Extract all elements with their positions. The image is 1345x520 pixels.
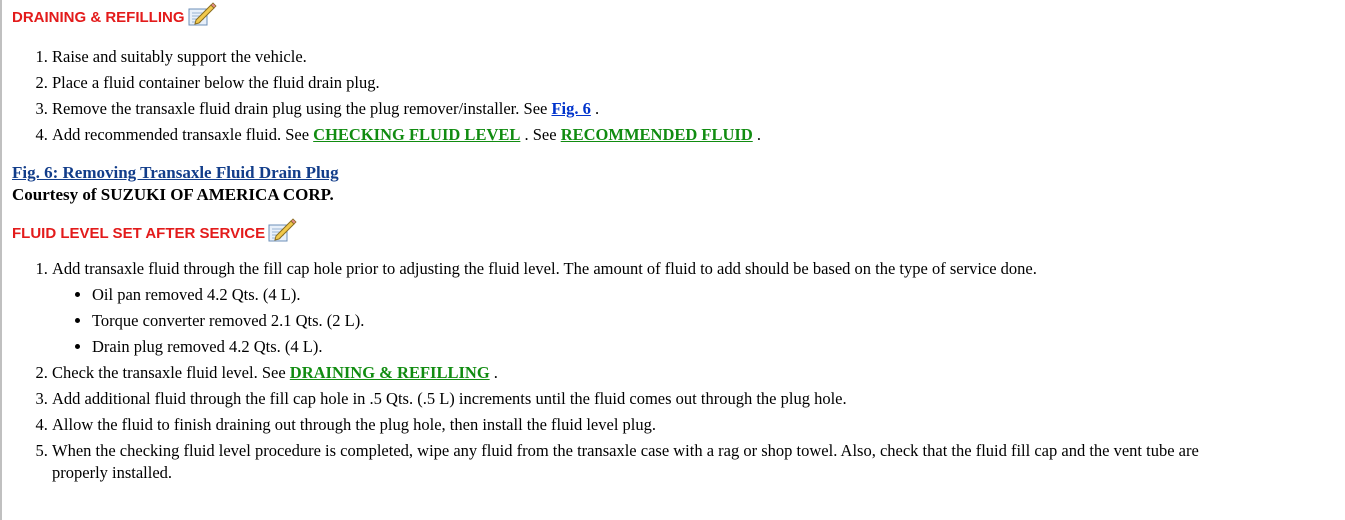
draining-refilling-link[interactable]: DRAINING & REFILLING [289,363,490,382]
bullet-item: • Drain plug removed 4.2 Qts. (4 L). [92,334,1337,360]
step-text: 5. When the checking fluid level procedure is completed, wipe any fluid from the transaxle case with a rag or shop towel. Also, check that the fluid fill cap and the vent tube are [52,441,1199,460]
list-item [52,360,1337,386]
step-text: Allow the fluid to finish draining out through the plug hole, then install the fluid level plug. [52,415,656,434]
document-body [12,0,1337,484]
step-text: Raise and suitably support the vehicle. [52,47,307,66]
list-item [52,256,1337,360]
step-text: Remove the transaxle fluid drain plug using the plug remover/installer. See [52,99,552,118]
step-text-continued: properly installed. [52,463,173,482]
list-item [52,122,1337,148]
section-heading-draining-refilling [12,2,1337,28]
figure-courtesy: Courtesy of SUZUKI OF AMERICA CORP. [12,185,334,204]
fig-6-link[interactable]: Fig. 6 [551,99,591,118]
step-text-suffix: . [489,363,498,382]
checking-fluid-level-link[interactable]: CHECKING FLUID LEVEL [313,125,521,144]
list-item [52,386,1337,412]
step-text: Add recommended transaxle fluid. See [52,125,314,144]
step-text-suffix: . [752,125,761,144]
bullet-item: • Torque converter removed 2.1 Qts. (2 L). [92,308,1337,334]
section-fluid-level-set [12,218,1337,484]
section-heading-fluid-level-set [12,218,1337,244]
heading-label: FLUID LEVEL SET AFTER SERVICE [12,225,266,242]
step-text: Add additional fluid through the fill cap hole in .5 Qts. (.5 L) increments until the fluid comes out through the plug hole. [52,389,847,408]
service-amounts-list [52,282,1337,360]
list-item [52,96,1337,122]
figure-caption [12,162,1337,184]
list-item [52,44,1337,70]
list-item [52,412,1337,438]
left-border-rule [0,0,2,520]
heading-label: DRAINING & REFILLING [12,9,185,26]
step-text: Place a fluid container below the fluid drain plug. [52,73,380,92]
step-text-mid: . See [520,125,561,144]
step-text-suffix: . [590,99,600,118]
list-item [52,438,1337,484]
step-text: Check the transaxle fluid level. See [52,363,290,382]
list-item [52,70,1337,96]
step-text: Add transaxle fluid through the fill cap hole prior to adjusting the fluid level. The amount of fluid to add should be based on the type of service done. [52,259,1037,278]
figure-6-caption-link[interactable]: Fig. 6: Removing Transaxle Fluid Drain Plug [12,163,339,182]
notepad-pencil-icon[interactable] [187,2,217,28]
draining-steps-list [12,44,1337,148]
bullet-item: • Oil pan removed 4.2 Qts. (4 L). [92,282,1337,308]
recommended-fluid-link[interactable]: RECOMMENDED FLUID [560,125,753,144]
section-draining-refilling [12,2,1337,148]
notepad-pencil-icon[interactable] [267,218,297,244]
fluid-level-steps-list [12,256,1337,484]
